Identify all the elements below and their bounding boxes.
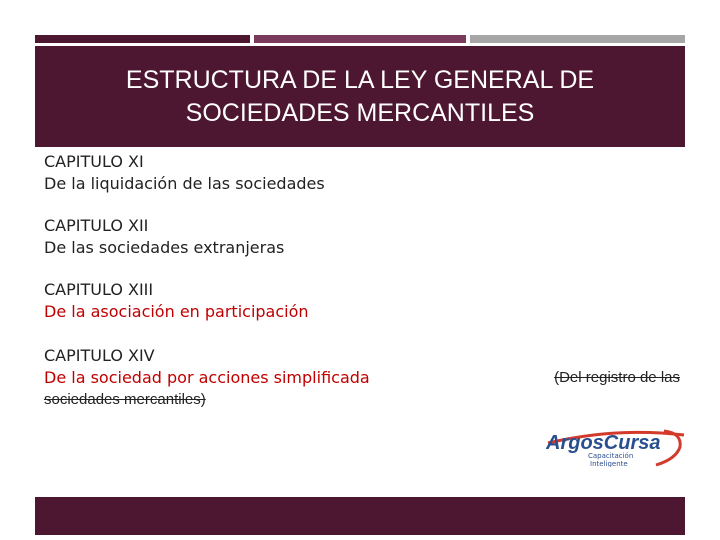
chapter-heading: CAPITULO XII	[44, 216, 149, 235]
top-accent-bar-1	[35, 35, 250, 43]
logo-tagline-1: Capacitación	[588, 452, 634, 460]
chapter-subtitle: De la liquidación de las sociedades	[44, 174, 325, 193]
top-accent-bar-2	[254, 35, 466, 43]
bottom-bar	[35, 497, 685, 535]
chapter-heading: CAPITULO XIII	[44, 280, 154, 299]
chapter-subtitle: De las sociedades extranjeras	[44, 238, 285, 257]
struck-text-part-1: (Del registro de las	[554, 369, 680, 386]
logo-tagline-2: Inteligente	[590, 460, 628, 467]
chapter-heading: CAPITULO XI	[44, 152, 144, 171]
chapter-subtitle-line	[44, 367, 680, 389]
chapter-list	[44, 151, 680, 431]
chapter-item	[44, 345, 680, 411]
argoscursa-logo	[546, 425, 686, 467]
chapter-subtitle: De la asociación en participación	[44, 302, 309, 321]
slide-title-banner	[35, 46, 685, 147]
top-accent-bar-3	[470, 35, 685, 43]
chapter-item	[44, 279, 680, 323]
struck-text-part-2: sociedades mercantiles)	[44, 391, 206, 408]
chapter-item	[44, 151, 680, 195]
slide-title-line-2: SOCIEDADES MERCANTILES	[185, 98, 535, 127]
logo-graphic	[546, 425, 686, 467]
logo-brand-text: ArgosCursa	[546, 432, 661, 454]
slide-title-line-1: ESTRUCTURA DE LA LEY GENERAL DE	[125, 65, 595, 94]
chapter-subtitle: De la sociedad por acciones simplificada	[44, 368, 370, 387]
chapter-heading: CAPITULO XIV	[44, 346, 155, 365]
chapter-item	[44, 215, 680, 259]
